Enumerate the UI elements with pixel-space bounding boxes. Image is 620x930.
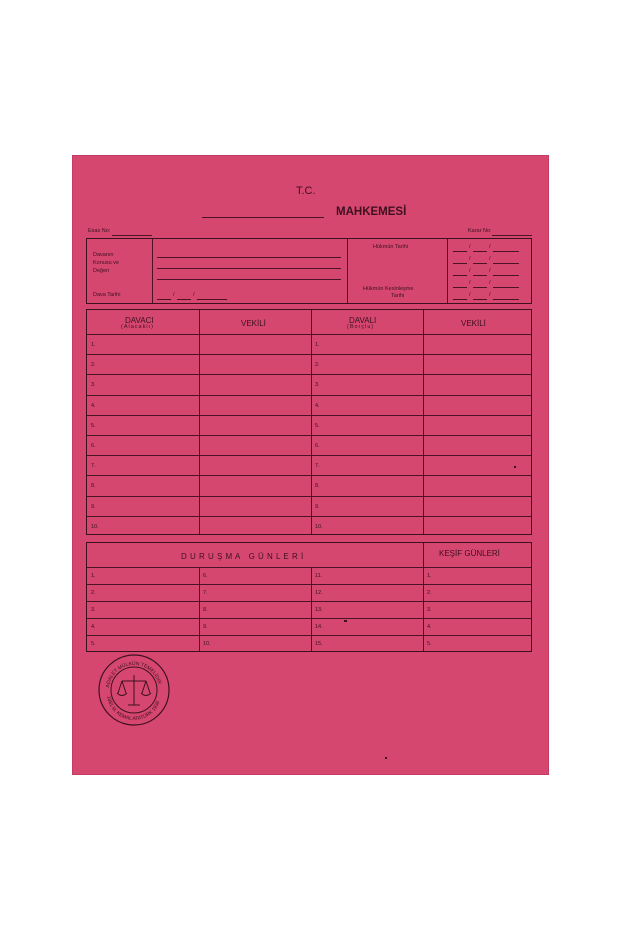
hearing-row-line	[87, 618, 531, 619]
date-line	[473, 299, 487, 300]
hearing-row-number: 5.	[91, 641, 96, 647]
hearing-row-number: 13.	[315, 607, 323, 613]
speck	[385, 757, 387, 759]
party-row-line	[87, 516, 531, 517]
hearing-row-number: 8.	[203, 607, 208, 613]
hearing-row-line	[87, 635, 531, 636]
davaci-row-number: 8.	[91, 483, 96, 490]
davaci-row-number: 3.	[91, 382, 96, 389]
esas-no-label: Esas No:	[88, 228, 111, 234]
date-line	[493, 263, 519, 264]
hearing-row-number: 3.	[427, 607, 432, 613]
speck	[344, 620, 347, 622]
davali-row-number: 9.	[315, 503, 320, 510]
davaci-row-number: 7.	[91, 463, 96, 470]
davali-row-number: 4.	[315, 402, 320, 409]
davaci-row-number: 2.	[91, 362, 96, 369]
hearing-row-number: 3.	[91, 607, 96, 613]
hearing-row-number: 10.	[203, 641, 211, 647]
date-line	[453, 263, 467, 264]
date-line	[493, 299, 519, 300]
hearing-row-number: 4.	[91, 624, 96, 630]
hearing-row-number: 14.	[315, 624, 323, 630]
case-info-box: Davanın Konusu ve Değeri Dava Tarihi / / Hükmün Tarihi Hükmün Kesinleşme Tarihi / / / / / / / / / /	[86, 238, 532, 304]
date-separator: /	[469, 280, 471, 286]
davaci-row-number: 6.	[91, 443, 96, 449]
hearing-row-number: 1.	[427, 573, 432, 579]
hearing-row-number: 6.	[203, 573, 208, 579]
vekili2-header: VEKİLİ	[461, 319, 486, 328]
dava-konusu-label-2: Konusu ve	[93, 260, 119, 266]
hukmun-tarihi-label: Hükmün Tarihi	[373, 244, 409, 250]
davali-row-number: 5.	[315, 422, 320, 429]
hearing-row-line	[87, 584, 531, 585]
hearing-row-number: 9.	[203, 624, 208, 630]
hearing-row-number: 7.	[203, 590, 208, 596]
party-row-line	[87, 395, 531, 396]
hearing-row-number: 4.	[427, 624, 432, 630]
date-separator: /	[489, 280, 491, 286]
davaci-row-number: 5.	[91, 422, 96, 429]
date-separator: /	[469, 268, 471, 274]
party-row-line	[87, 475, 531, 476]
hearing-row-line	[87, 601, 531, 602]
date-separator: /	[489, 292, 491, 298]
speck	[514, 466, 516, 468]
date-line	[493, 275, 519, 276]
hearing-row-number: 12.	[315, 590, 323, 596]
kesif-gunleri-header: KEŞİF GÜNLERİ	[439, 549, 500, 558]
date-separator: /	[469, 256, 471, 262]
hearing-row-number: 15.	[315, 641, 323, 647]
date-separator: /	[489, 256, 491, 262]
date-separator: /	[489, 244, 491, 250]
vekili-header: VEKİLİ	[241, 319, 266, 328]
karar-no-line	[492, 235, 532, 236]
date-separator: /	[489, 268, 491, 274]
date-line	[493, 287, 519, 288]
davali-row-number: 10.	[315, 523, 323, 530]
date-line	[473, 287, 487, 288]
date-line	[493, 251, 519, 252]
durusma-gunleri-header: D U R U Ş M A G Ü N L E R İ	[181, 552, 304, 561]
date-line	[473, 251, 487, 252]
kesinlesme-label-2: Tarihi	[391, 293, 405, 299]
davali-row-number: 1.	[315, 342, 320, 348]
court-name-line	[202, 217, 324, 218]
date-line	[453, 275, 467, 276]
davali-row-number: 7.	[315, 463, 320, 470]
davaci-row-number: 1.	[91, 342, 96, 348]
svg-text:ADALET MÜLKÜN TEMELİDİR: ADALET MÜLKÜN TEMELİDİR	[105, 660, 163, 689]
date-line	[473, 275, 487, 276]
svg-text:1881 M. KEMAL ATATÜRK 1938: 1881 M. KEMAL ATATÜRK 1938	[105, 695, 162, 723]
hearing-row-number: 11.	[315, 573, 323, 579]
davaci-row-number: 9.	[91, 503, 96, 510]
party-row-line	[87, 415, 531, 416]
party-row-line	[87, 435, 531, 436]
date-line	[453, 299, 467, 300]
date-separator: /	[469, 292, 471, 298]
party-row-line	[87, 354, 531, 355]
kesinlesme-label-1: Hükmün Kesinleşme	[363, 286, 414, 292]
davaci-row-number: 4.	[91, 402, 96, 409]
parties-table	[86, 309, 532, 535]
dava-konusu-label-1: Davanın	[93, 252, 114, 258]
date-line	[453, 287, 467, 288]
hearing-row-number: 1.	[91, 573, 96, 579]
davaci-subheader: (Alacaklı)	[121, 324, 154, 330]
davali-row-number: 3.	[315, 382, 320, 389]
davali-row-number: 6.	[315, 443, 320, 449]
hearing-row-number: 2.	[427, 590, 432, 596]
hearing-row-number: 5.	[427, 641, 432, 647]
davaci-row-number: 10.	[91, 523, 99, 530]
party-row-line	[87, 455, 531, 456]
date-line	[473, 263, 487, 264]
court-file-folder	[72, 155, 549, 775]
dava-tarihi-label: Dava Tarihi	[93, 292, 121, 298]
tc-title: T.C.	[296, 185, 316, 197]
dava-konusu-label-3: Değeri	[93, 268, 110, 274]
date-line	[453, 251, 467, 252]
party-row-line	[87, 374, 531, 375]
hearings-table	[86, 542, 532, 652]
hearing-row-number: 2.	[91, 590, 96, 596]
mahkemesi-title: MAHKEMESİ	[336, 206, 407, 218]
esas-no-line	[112, 235, 152, 236]
davali-header: DAVALI	[349, 316, 377, 325]
davali-subheader: (Borçlu)	[347, 324, 375, 330]
date-separator: /	[469, 244, 471, 250]
davali-row-number: 8.	[315, 483, 320, 490]
justice-seal-icon	[97, 653, 171, 727]
karar-no-label: Karar No:	[468, 228, 492, 234]
davali-row-number: 2.	[315, 362, 320, 369]
party-row-line	[87, 496, 531, 497]
davaci-header: DAVACI	[125, 316, 154, 325]
